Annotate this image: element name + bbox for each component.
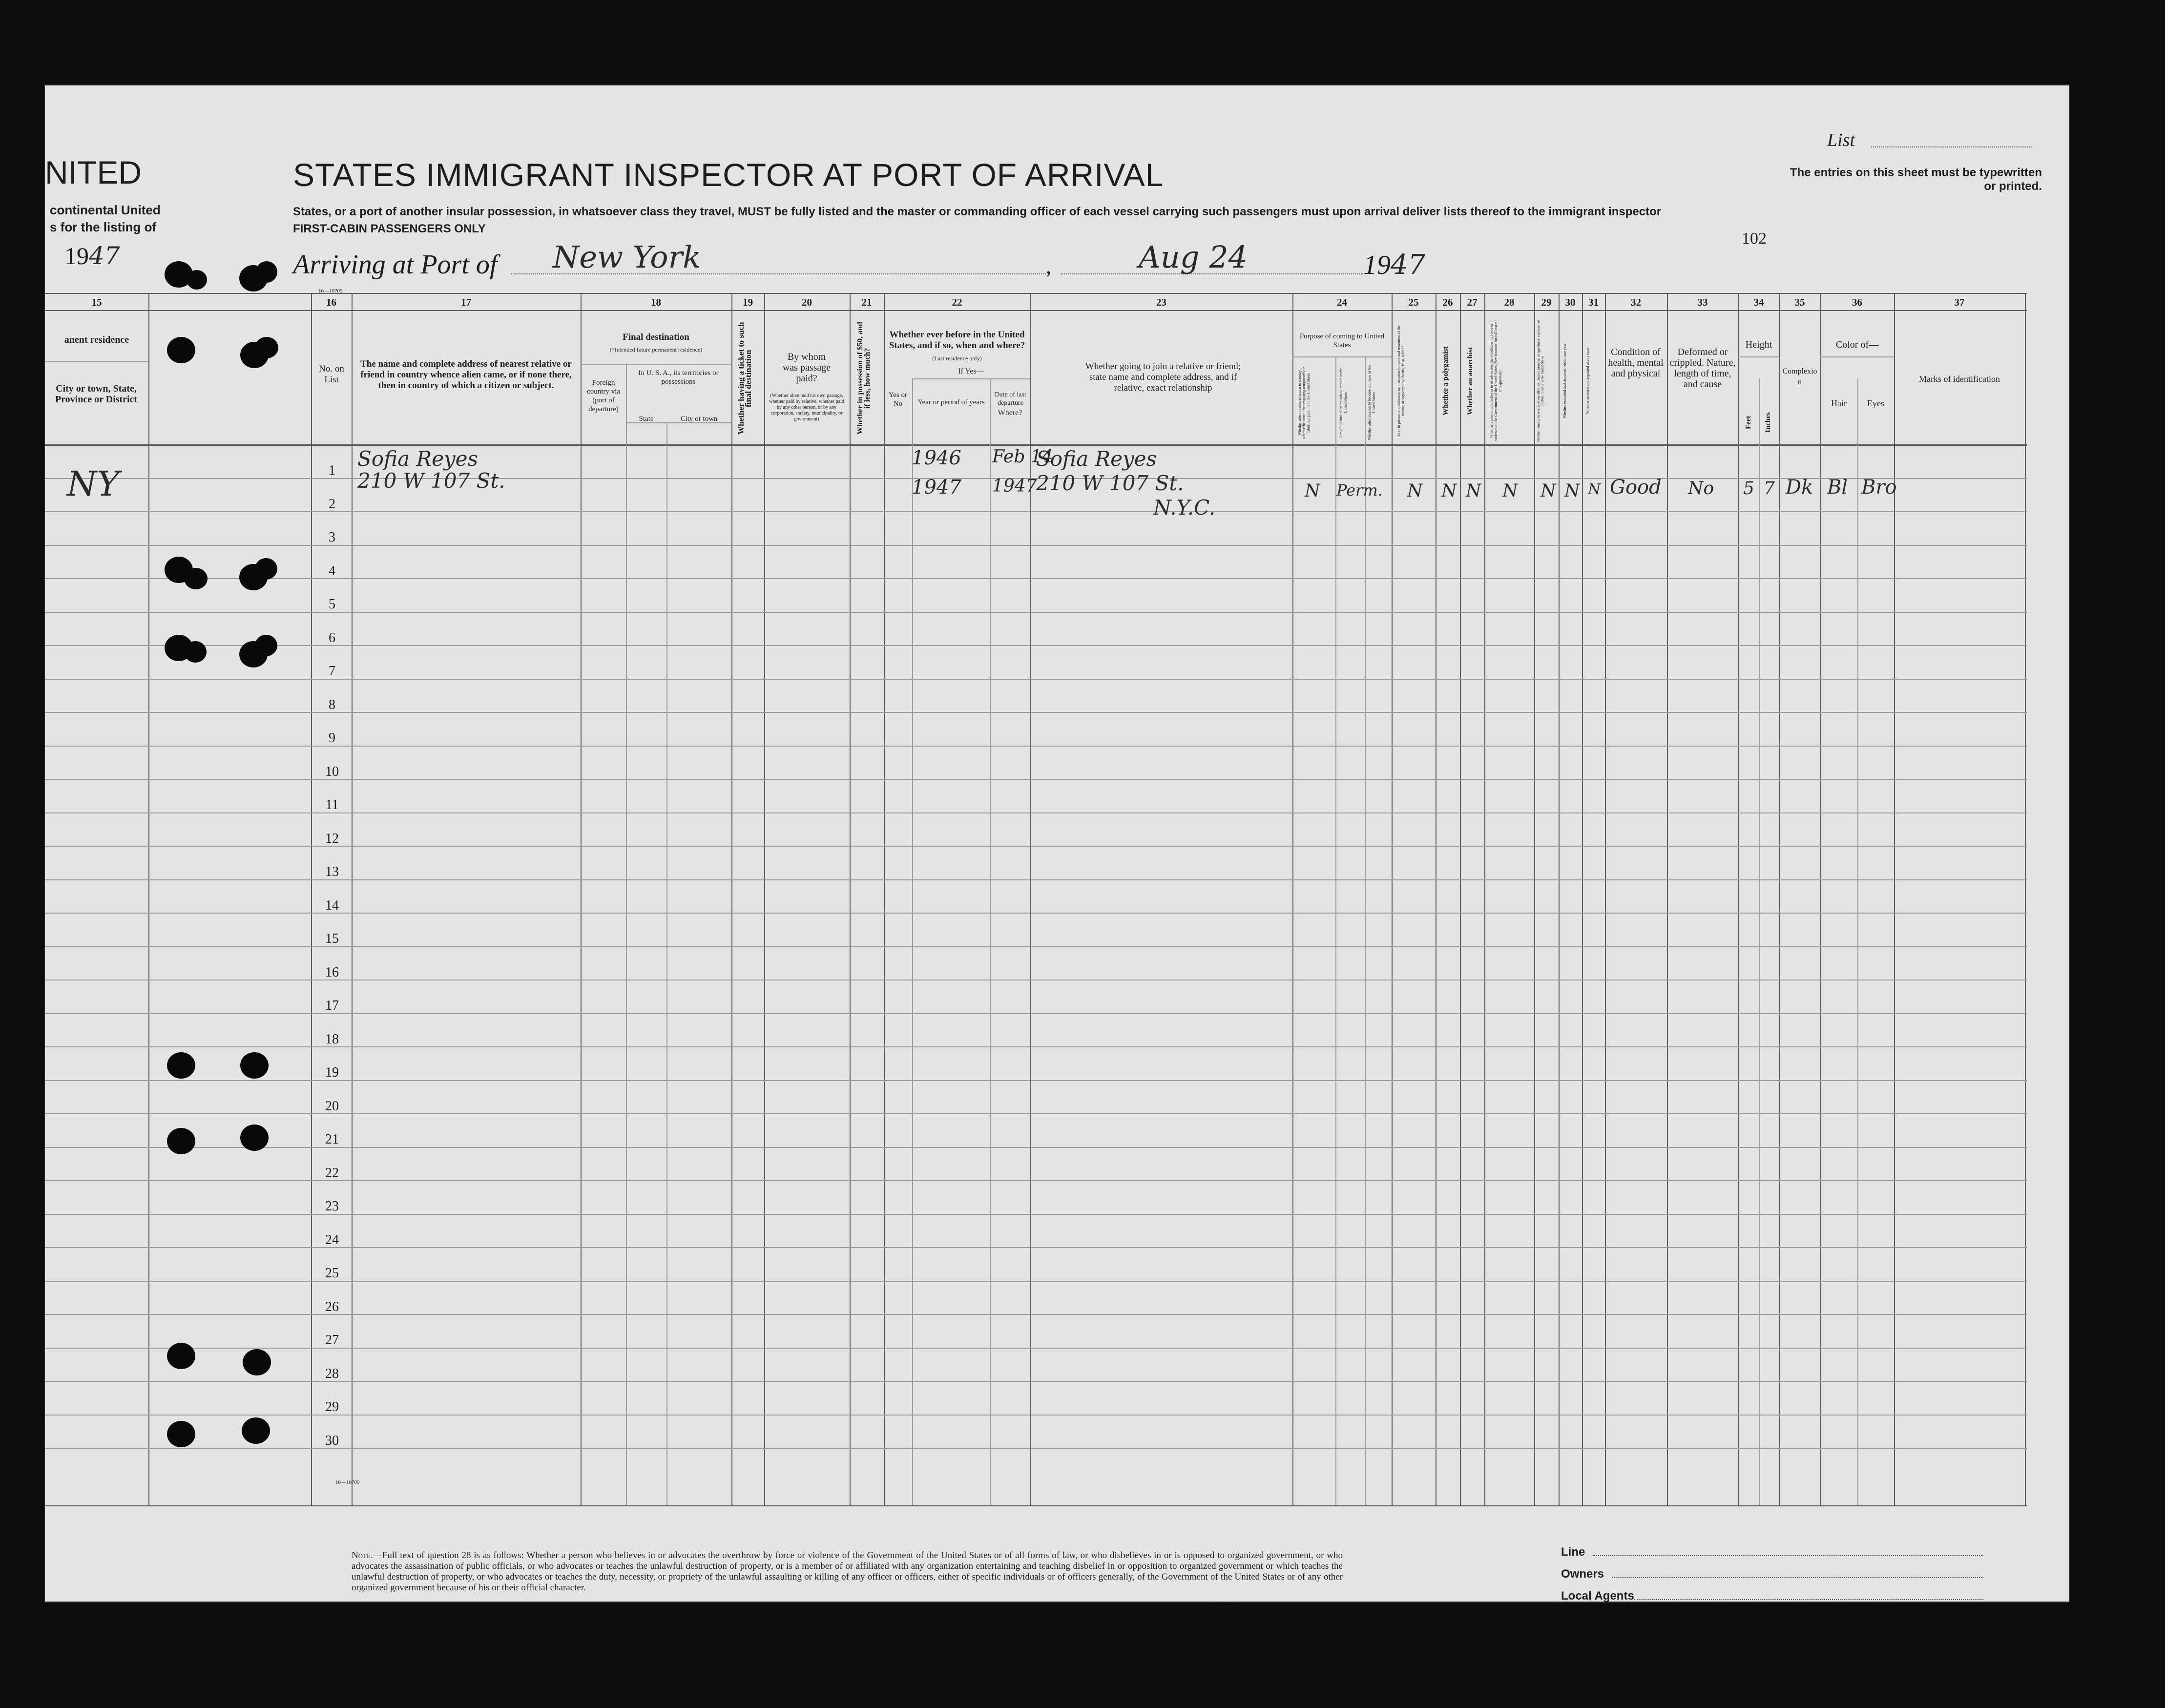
col-15-subtitle: City or town, State, Province or District <box>55 383 138 405</box>
entry1-join-name: Sofia Reyes <box>1036 447 1157 471</box>
arriving-label: Arriving at Port of <box>293 250 498 280</box>
col-34-title: Height <box>1745 339 1772 350</box>
entry1-years2: 1947 <box>912 476 961 499</box>
row-number: 21 <box>325 1132 339 1147</box>
col-17-number: 17 <box>461 296 471 308</box>
col-28-title: Whether a person who believes in or advocates the overthrow by force or violence of the Government of the United States (See footnote for full text of this question) <box>1489 320 1502 441</box>
page-title: STATES IMMIGRANT INSPECTOR AT PORT OF ARRIVAL <box>293 157 1164 193</box>
col-24-return: Whether alien intends to return to country whence he came after engaging temporarily in laborious pursuits in the United States <box>1297 366 1311 439</box>
col-37-number: 37 <box>1954 296 1965 308</box>
punch-hole <box>187 270 207 290</box>
first-cabin-label: FIRST-CABIN PASSENGERS ONLY <box>293 222 486 235</box>
row-number: 18 <box>325 1032 339 1047</box>
col-30-title: Whether excluded and deported within one year <box>1562 343 1567 418</box>
list-label: List <box>1827 130 1855 150</box>
row-number: 9 <box>329 730 335 746</box>
entry1-departure-year: 1947 <box>992 476 1037 496</box>
entry1-complexion: Dk <box>1786 476 1813 499</box>
entry1-c29: N <box>1540 481 1556 501</box>
entry1-c28: N <box>1502 481 1518 501</box>
row-number: 11 <box>325 797 339 812</box>
entry1-c27: N <box>1466 481 1481 501</box>
col-32-number: 32 <box>1631 296 1641 308</box>
row-number: 1 <box>329 463 335 478</box>
punch-hole <box>167 1128 195 1154</box>
col-22-where: Where? <box>998 409 1022 417</box>
col-25-number: 25 <box>1408 296 1419 308</box>
col-34-number: 34 <box>1753 296 1764 308</box>
row-number: 26 <box>325 1299 339 1314</box>
entry1-departure-date: Feb 14 <box>992 447 1053 467</box>
col-22-yes: Yes or No <box>888 391 908 408</box>
col-20-title: By whom was passage paid? <box>782 352 831 384</box>
entry1-feet: 5 <box>1743 479 1754 499</box>
col-34-feet: Feet <box>1745 416 1752 429</box>
punch-hole <box>184 568 208 589</box>
entry1-join-city: N.Y.C. <box>1153 496 1216 520</box>
entry1-c25: N <box>1407 481 1423 501</box>
entry1-c31: N <box>1588 481 1601 498</box>
punch-hole <box>255 558 277 580</box>
arrival-year <box>1363 249 1425 281</box>
punch-hole <box>184 641 207 663</box>
punch-hole <box>167 1343 195 1369</box>
col-26-number: 26 <box>1442 296 1453 308</box>
col-30-number: 30 <box>1565 296 1576 308</box>
left-year <box>64 242 120 270</box>
entry1-residence: NY <box>67 464 120 504</box>
row-number: 24 <box>325 1232 339 1248</box>
col-27-title: Whether an anarchist <box>1466 347 1474 415</box>
col-28-number: 28 <box>1504 296 1515 308</box>
subtitle: States, or a port of another insular possession, in whatsoever class they travel, MUST be fully listed and the master or commanding officer of each vessel carrying such passengers must upon arrival deliver lists thereof to the immigrant inspector <box>293 205 1662 218</box>
entry1-c24-return: N <box>1305 481 1320 501</box>
footnote-code: 16—10709 <box>1212 1604 1236 1610</box>
entry1-inches: 7 <box>1764 479 1775 499</box>
punch-hole <box>242 1417 270 1444</box>
col-24-citizen: Whether alien intends to become a citizen of the United States <box>1367 365 1376 441</box>
date-handwritten: Aug 24 <box>1139 239 1248 275</box>
punch-hole <box>167 1052 195 1079</box>
punch-hole <box>255 337 278 358</box>
col-16-title: No. on List <box>319 364 344 385</box>
col-31-title: Whether arrested and deported at any time <box>1585 348 1590 414</box>
punch-hole <box>240 1125 269 1151</box>
col-24-number: 24 <box>1337 296 1347 308</box>
col-31-number: 31 <box>1588 296 1599 308</box>
col-20-number: 20 <box>802 296 812 308</box>
col-16-number: 16 <box>326 296 336 308</box>
row-number: 14 <box>325 898 339 913</box>
col-19-title: Whether having a ticket to such final destination <box>736 322 753 435</box>
entry1-deformed: No <box>1688 479 1714 499</box>
row-number: 7 <box>329 664 335 679</box>
col-24-title: Purpose of coming to United States <box>1299 333 1385 349</box>
row-number: 6 <box>329 630 335 646</box>
col-19-number: 19 <box>743 296 753 308</box>
entry1-c30: N <box>1564 481 1580 501</box>
col-15-title: anent residence <box>64 334 129 345</box>
col-18-state: State <box>639 415 654 423</box>
col-21-number: 21 <box>861 296 872 308</box>
entry1-years: 1946 <box>912 447 961 469</box>
col-21-title: Whether in possession of $50, and if less, how much? <box>856 322 872 435</box>
col-36-eyes: Eyes <box>1867 398 1884 408</box>
entry1-relative-name: Sofia Reyes <box>357 447 479 471</box>
punch-hole <box>255 635 277 656</box>
row-number: 19 <box>325 1065 339 1080</box>
entry1-join-address: 210 W 107 St. <box>1036 471 1184 495</box>
row-number: 12 <box>325 831 339 846</box>
col-35-number: 35 <box>1794 296 1805 308</box>
punch-hole <box>243 1349 271 1375</box>
col-22-title: Whether ever before in the United States, and if so, when and where? <box>889 330 1025 351</box>
col-18-usa: In U. S. A., its territories or possessions <box>638 369 719 386</box>
row-number: 16 <box>325 965 339 980</box>
col-22-date: Date of last departure <box>995 391 1026 407</box>
col-27-number: 27 <box>1467 296 1478 308</box>
col-23-title: Whether going to join a relative or friend; state name and complete address, and if relative, exact relationship <box>1085 361 1241 393</box>
form-code-top: 16—10709 <box>318 288 343 294</box>
punch-hole <box>256 261 277 283</box>
instructions: The entries on this sheet must be typewritten or printed. <box>1790 166 2042 193</box>
entry1-c26: N <box>1441 481 1457 501</box>
local-agents-label: Local Agents <box>1561 1589 1634 1603</box>
entry1-relative-address: 210 W 107 St. <box>357 469 505 493</box>
col-29-number: 29 <box>1541 296 1552 308</box>
row-number: 10 <box>325 764 339 779</box>
owners-label: Owners <box>1561 1567 1604 1581</box>
col-36-title: Color of— <box>1835 339 1879 350</box>
col-22-ifyes: If Yes— <box>958 367 984 375</box>
col-23-number: 23 <box>1156 296 1166 308</box>
col-18-title: Final destination <box>623 332 689 342</box>
col-22-number: 22 <box>952 296 962 308</box>
row-number: 30 <box>325 1433 339 1448</box>
col-18-city: City or town <box>680 415 718 423</box>
col-34-inches: Inches <box>1764 412 1772 433</box>
sheet-number: 102 <box>1742 229 1767 248</box>
row-number: 23 <box>325 1199 339 1214</box>
col-33-number: 33 <box>1697 296 1708 308</box>
col-32-title: Condition of health, mental and physical <box>1608 347 1664 379</box>
footnote-text: —Full text of question 28 is as follows: Whether a person who believes in or advocates the overthrow by force or violence of the Government of the United States or of all forms of law, or who disbelieves in or is opposed to organized government, or who advocates the assassination of public officials, or who advocates or teaches the unlawful destruction of property, or is a member of or affiliated with any organization entertaining and teaching disbelief in or opposition to organized government or which teaches the unlawful destruction of property, or who advocates or teaches the duty, necessity, or propriety of the unlawful assaulting or killing of any officer or officers, either of specific individuals or of officers generally, of the Government of the United States or of any other organized government because of his or their official character. <box>352 1550 1343 1593</box>
col-18-note: (*Intended future permanent residence) <box>609 346 703 353</box>
col-33-title: Deformed or crippled. Nature, length of time, and cause <box>1669 347 1736 390</box>
row-number: 15 <box>325 931 339 946</box>
row-number: 8 <box>329 697 335 712</box>
row-number: 17 <box>325 998 339 1013</box>
manifest-sheet: NITED STATES IMMIGRANT INSPECTOR AT PORT OF ARRIVAL continental United s for the listing of 1947 States, or a port of another insular possession, in whatsoever class they travel, MUST be fully listed and the master or commanding officer of each vessel carrying such passengers must upon arrival deliver lists thereof to the immigrant inspector FIRST-CABIN PASSENGERS ONLY Arriving at Port of New York , Aug 24 1947 List The entries on this sheet must be typewritten or printed. 102 16—10709 15 16 17 18 19 20 21 22 23 24 25 26 27 28 29 30 31 32 33 34 35 36 37 anent residence City or town, State, Province or District No. on List The name and complete address of nearest relative or friend in country whence alien came, or if none there, then in country of which a citizen or subject. Final destination (*Intended future permanent residence) Foreign country via (port of departure) In U. S. A., its territories or possessions State City or town Whether having a ticket to such final destination By whom was passage paid? (Whether alien paid his own passage, whether paid by relative, whether paid by any other person, or by any corporation, society, municipality, or government) Whether in possession of $50, and if less, how much? Whether ever before in the United States, and if so, when and where? (Last residence only) If Yes— Yes or No Year or period of years Where? Date of last departure Whether going to join a relative or friend; state name and complete address, and if relative, exact relationship Purpose of coming to United States Whether alien intends to return to country whence he came after engaging temporarily in laborious pursuits in the United States Length of time alien intends to remain in the United States Whether alien intends to become a citizen of the United States Ever in prison or almshouse, or institution for care and treatment of the insane, or supported by charity. If so, which? Whether a polygamist Whether an anarchist Whether a person who believes in or advocates the overthrow by force or violence of the Government of the United States (See footnote for full text of this question) Whether coming by reason of any offer, solicitation, promise, or agreement, expressed or implied, to labor in the United States Whether excluded and deported within one year Whether arrested and deported at any time Condition of health, mental and physical Deformed or crippled. Nature, length of time, and cause Height Feet Inches Complexion Color of— Hair Eyes Marks of identification 1 2 3 4 5 6 7 8 9 10 11 12 13 14 15 16 17 18 19 20 21 22 23 24 25 26 27 28 29 30 NY Sofia Reyes 210 W 107 St. 1946 1947 Feb 14 1947 Sofia Reyes 210 W 107 St. N.Y.C. N Perm. N N N N N N N Good No 5 7 Dk Bl Bro 16—10709 Note.—Full text of question 28 is as follows: Whether a person who believes in or advocates the overthrow by force or violence of the Government of the United States or of all forms of law, or who disbelieves in or is opposed to organized government, or who advocates the assassination of public officials, or who advocates or teaches the unlawful destruction of property, or is a member of or affiliated with any organization entertaining and teaching disbelief in or opposition to organized government or which teaches the unlawful destruction of property, or who advocates or teaches the duty, necessity, or propriety of the unlawful assaulting or killing of any officer or officers, either of specific individuals or of officers generally, of the Government of the United States or of any other organized government because of his or their official character. 16—10709 Line Owners Local Agents <box>45 85 2069 1602</box>
left-header-line2: s for the listing of <box>50 220 157 234</box>
form-code-bottom: 16—10709 <box>335 1479 360 1485</box>
row-number: 28 <box>325 1366 339 1381</box>
col-18-number: 18 <box>651 296 661 308</box>
row-number: 3 <box>329 530 335 545</box>
col-15-number: 15 <box>91 296 102 308</box>
col-36-hair: Hair <box>1831 398 1847 408</box>
col-36-number: 36 <box>1852 296 1862 308</box>
col-26-title: Whether a polygamist <box>1442 346 1450 416</box>
col-25-title: Ever in prison or almshouse, or institution for care and treatment of the insane, or supported by charity. If so, which? <box>1396 325 1405 437</box>
port-handwritten: New York <box>553 239 701 275</box>
punch-hole <box>240 1052 269 1079</box>
col-29-title: Whether coming by reason of any offer, solicitation, promise, or agreement, expressed or implied, to labor in the United States <box>1537 320 1544 442</box>
col-37-title: Marks of identification <box>1919 374 2000 384</box>
title-left: NITED <box>45 154 142 190</box>
footnote-label: Note. <box>352 1550 373 1561</box>
row-number: 4 <box>329 563 335 579</box>
col-35-title: Complexion <box>1782 367 1817 386</box>
col-22-year: Year or period of years <box>917 398 985 406</box>
punch-hole <box>167 1421 195 1447</box>
row-number: 29 <box>325 1399 339 1415</box>
arrival-year-hand: 47 <box>1391 249 1426 281</box>
entry1-health: Good <box>1610 476 1662 499</box>
col-24-length: Length of time alien intends to remain in the United States <box>1339 368 1348 438</box>
col-18-foreign: Foreign country via (port of departure) <box>587 379 620 413</box>
row-number: 25 <box>325 1266 339 1281</box>
col-22-note: (Last residence only) <box>932 355 982 362</box>
row-number: 13 <box>325 864 339 879</box>
left-year-print: 19 <box>64 242 89 270</box>
row-number: 27 <box>325 1333 339 1348</box>
punch-hole <box>167 337 195 363</box>
footnote <box>352 1550 1343 1593</box>
row-number: 20 <box>325 1099 339 1114</box>
row-number: 5 <box>329 597 335 612</box>
entry1-c24-length: Perm. <box>1336 481 1383 500</box>
col-17-title: The name and complete address of nearest relative or friend in country whence alien came, or if none there, then in country of which a citizen or subject. <box>360 359 572 391</box>
entry1-hair: Bl <box>1827 476 1848 499</box>
left-header-line1: continental United <box>50 203 161 217</box>
col-20-note: (Whether alien paid his own passage, whether paid by relative, whether paid by any other person, or by any corporation, society, municipality, or government) <box>769 393 844 422</box>
row-number: 22 <box>325 1166 339 1181</box>
entry1-eyes: Bro <box>1861 476 1897 499</box>
row-number: 2 <box>329 497 335 512</box>
line-label: Line <box>1561 1545 1585 1559</box>
left-year-hand: 47 <box>89 242 120 270</box>
arrival-year-print: 19 <box>1363 250 1391 280</box>
